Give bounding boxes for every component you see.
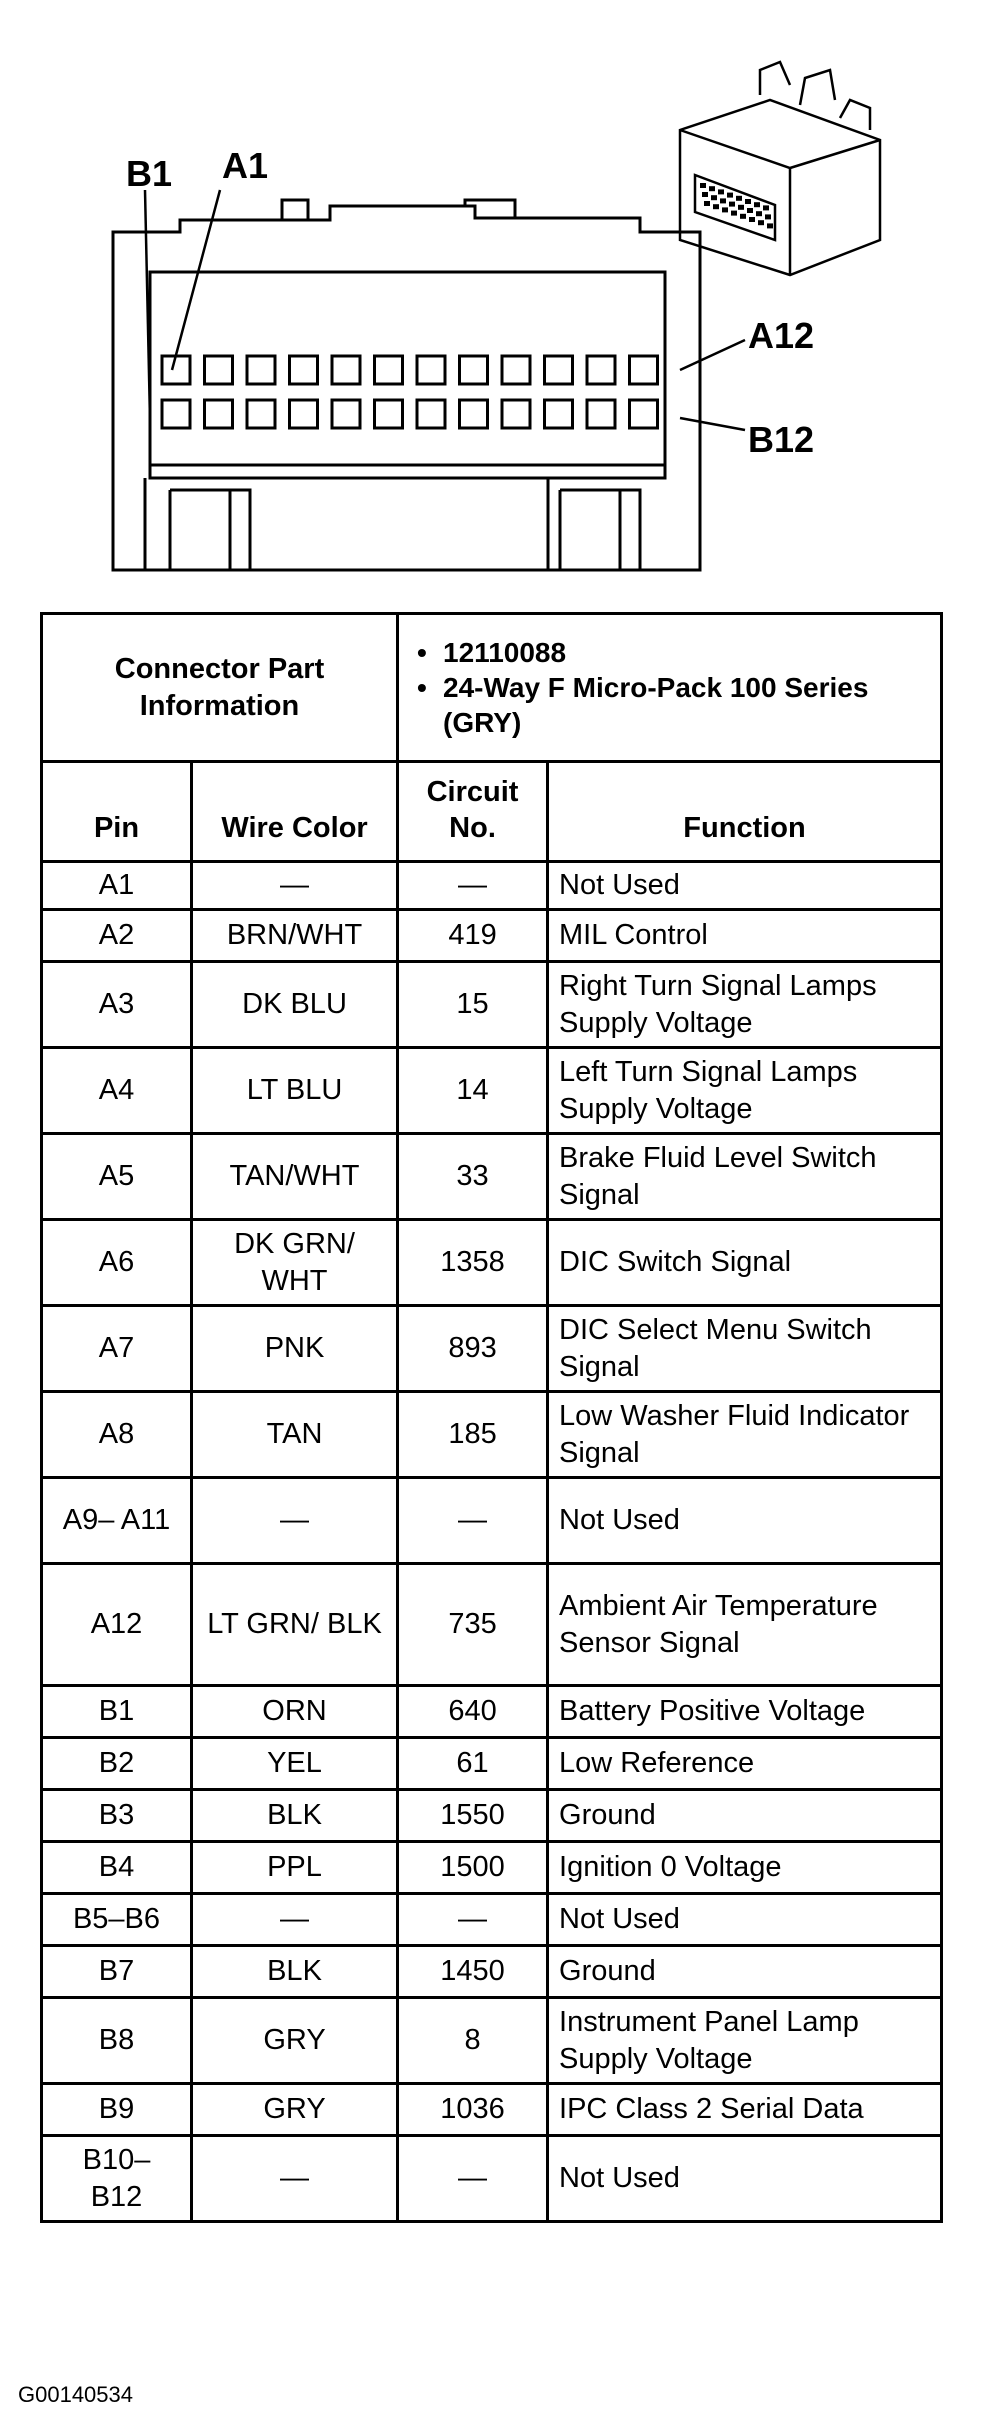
pin-cell: B4 xyxy=(42,1842,192,1894)
pin-cell: A5 xyxy=(42,1134,192,1220)
connector-isometric-view xyxy=(680,62,880,275)
header-pin: Pin xyxy=(42,762,192,862)
table-row xyxy=(42,2084,942,2136)
pin-cavities xyxy=(162,356,658,428)
table-row xyxy=(42,1894,942,1946)
isometric-pin xyxy=(729,202,735,207)
b-pin-cavity xyxy=(460,400,488,428)
function-cell: MIL Control xyxy=(548,910,942,962)
pin-cell: B9 xyxy=(42,2084,192,2136)
b-pin-cavity xyxy=(502,400,530,428)
circuit-cell: — xyxy=(398,1894,548,1946)
table-row xyxy=(42,1306,942,1392)
pin-cell: A4 xyxy=(42,1048,192,1134)
isometric-pin xyxy=(747,208,753,213)
function-cell: Ground xyxy=(548,1790,942,1842)
wire-color-cell: LT BLU xyxy=(192,1048,398,1134)
b-pin-cavity xyxy=(545,400,573,428)
function-cell: DIC Select Menu Switch Signal xyxy=(548,1306,942,1392)
circuit-cell: — xyxy=(398,862,548,910)
a-pin-cavity xyxy=(375,356,403,384)
b-pin-cavity xyxy=(417,400,445,428)
table-row xyxy=(42,1790,942,1842)
wire-color-cell: PNK xyxy=(192,1306,398,1392)
table-row xyxy=(42,1478,942,1564)
b-pin-cavity xyxy=(205,400,233,428)
isometric-pin xyxy=(754,202,760,207)
pin-cell: A3 xyxy=(42,962,192,1048)
table-row xyxy=(42,1842,942,1894)
isometric-pin xyxy=(711,195,717,200)
function-cell: DIC Switch Signal xyxy=(548,1220,942,1306)
a-pin-cavity xyxy=(587,356,615,384)
isometric-pin xyxy=(700,183,706,188)
a-pin-cavity xyxy=(545,356,573,384)
a12-leader xyxy=(680,340,745,370)
isometric-pin xyxy=(736,196,742,201)
part-info-cell xyxy=(398,614,942,762)
pin-cell: B1 xyxy=(42,1686,192,1738)
circuit-cell: 893 xyxy=(398,1306,548,1392)
part-info-list xyxy=(409,635,930,740)
b12-leader xyxy=(680,418,745,430)
function-cell: Ambient Air Temperature Sensor Signal xyxy=(548,1564,942,1686)
a-pin-cavity xyxy=(460,356,488,384)
circuit-cell: 1358 xyxy=(398,1220,548,1306)
part-info-label: Connector Part Information xyxy=(42,614,398,762)
pin-cell: B3 xyxy=(42,1790,192,1842)
table-row xyxy=(42,1564,942,1686)
column-header-row xyxy=(42,762,942,862)
label-b12: B12 xyxy=(748,419,815,460)
wire-color-cell: LT GRN/ BLK xyxy=(192,1564,398,1686)
circuit-cell: 419 xyxy=(398,910,548,962)
function-cell: Low Reference xyxy=(548,1738,942,1790)
pin-cell: A12 xyxy=(42,1564,192,1686)
table-row xyxy=(42,1998,942,2084)
a-pin-cavity xyxy=(290,356,318,384)
isometric-pin xyxy=(713,204,719,209)
label-a1: A1 xyxy=(222,145,269,186)
isometric-pin xyxy=(704,201,710,206)
pin-cell: A6 xyxy=(42,1220,192,1306)
wire-color-cell: DK BLU xyxy=(192,962,398,1048)
wire-color-cell: DK GRN/ WHT xyxy=(192,1220,398,1306)
isometric-pin xyxy=(749,217,755,222)
function-cell: Right Turn Signal Lamps Supply Voltage xyxy=(548,962,942,1048)
wire-color-cell: TAN/WHT xyxy=(192,1134,398,1220)
isometric-pin xyxy=(758,220,764,225)
label-b1: B1 xyxy=(126,153,173,194)
isometric-pin xyxy=(727,193,733,198)
pin-cell: A1 xyxy=(42,862,192,910)
table-row xyxy=(42,862,942,910)
b-pin-cavity xyxy=(290,400,318,428)
table-row xyxy=(42,1738,942,1790)
pin-cell: A2 xyxy=(42,910,192,962)
isometric-pin xyxy=(767,223,773,228)
wire-color-cell: ORN xyxy=(192,1686,398,1738)
wire-color-cell: — xyxy=(192,1894,398,1946)
b-pin-cavity xyxy=(332,400,360,428)
circuit-cell: 15 xyxy=(398,962,548,1048)
pin-cell: B10– B12 xyxy=(42,2136,192,2222)
a-pin-cavity xyxy=(502,356,530,384)
a-pin-cavity xyxy=(417,356,445,384)
wire-color-cell: BLK xyxy=(192,1946,398,1998)
isometric-pin xyxy=(731,211,737,216)
isometric-pin xyxy=(718,189,724,194)
part-number: • 12110088 xyxy=(417,635,930,670)
pin-cell: B7 xyxy=(42,1946,192,1998)
header-function: Function xyxy=(548,762,942,862)
b-pin-cavity xyxy=(162,400,190,428)
connector-description: • 24-Way F Micro-Pack 100 Series (GRY) xyxy=(417,670,930,740)
function-cell: Ignition 0 Voltage xyxy=(548,1842,942,1894)
circuit-cell: — xyxy=(398,2136,548,2222)
circuit-cell: 1500 xyxy=(398,1842,548,1894)
function-cell: Brake Fluid Level Switch Signal xyxy=(548,1134,942,1220)
function-cell: Not Used xyxy=(548,1894,942,1946)
header-wire-color: Wire Color xyxy=(192,762,398,862)
b-pin-cavity xyxy=(375,400,403,428)
pin-cell: B5–B6 xyxy=(42,1894,192,1946)
b-pin-cavity xyxy=(247,400,275,428)
a-pin-cavity xyxy=(247,356,275,384)
table-row xyxy=(42,962,942,1048)
wire-color-cell: — xyxy=(192,2136,398,2222)
table-row xyxy=(42,2136,942,2222)
isometric-pin xyxy=(720,198,726,203)
circuit-cell: 1450 xyxy=(398,1946,548,1998)
pin-cell: A9– A11 xyxy=(42,1478,192,1564)
table-row xyxy=(42,910,942,962)
label-a12: A12 xyxy=(748,315,815,356)
isometric-pin xyxy=(738,205,744,210)
wire-color-cell: GRY xyxy=(192,1998,398,2084)
isometric-pin xyxy=(702,192,708,197)
table-row xyxy=(42,1392,942,1478)
circuit-cell: 1550 xyxy=(398,1790,548,1842)
wire-color-cell: YEL xyxy=(192,1738,398,1790)
isometric-pin xyxy=(745,199,751,204)
function-cell: Ground xyxy=(548,1946,942,1998)
circuit-cell: 8 xyxy=(398,1998,548,2084)
function-cell: Not Used xyxy=(548,2136,942,2222)
isometric-pin xyxy=(765,214,771,219)
pin-cell: A8 xyxy=(42,1392,192,1478)
function-cell: Instrument Panel Lamp Supply Voltage xyxy=(548,1998,942,2084)
figure-code: G00140534 xyxy=(18,2382,133,2407)
pin-rows xyxy=(42,862,942,2222)
function-cell: Not Used xyxy=(548,862,942,910)
table-row xyxy=(42,1686,942,1738)
isometric-pin xyxy=(756,211,762,216)
table-row xyxy=(42,1946,942,1998)
circuit-cell: 14 xyxy=(398,1048,548,1134)
right-latch xyxy=(465,200,515,218)
wire-color-cell: — xyxy=(192,1478,398,1564)
circuit-cell: 61 xyxy=(398,1738,548,1790)
a-pin-cavity xyxy=(205,356,233,384)
circuit-cell: 640 xyxy=(398,1686,548,1738)
circuit-cell: 33 xyxy=(398,1134,548,1220)
pin-cell: A7 xyxy=(42,1306,192,1392)
function-cell: Not Used xyxy=(548,1478,942,1564)
wire-color-cell: TAN xyxy=(192,1392,398,1478)
isometric-pin xyxy=(740,214,746,219)
b-pin-cavity xyxy=(587,400,615,428)
isometric-pin xyxy=(722,207,728,212)
connector-pin-table xyxy=(40,612,943,2223)
wire-color-cell: BLK xyxy=(192,1790,398,1842)
circuit-cell: 185 xyxy=(398,1392,548,1478)
table-row xyxy=(42,1134,942,1220)
a-pin-cavity xyxy=(162,356,190,384)
a1-leader xyxy=(172,190,220,370)
right-key xyxy=(548,478,640,570)
left-key xyxy=(145,478,250,570)
b-pin-cavity xyxy=(630,400,658,428)
a-pin-cavity xyxy=(630,356,658,384)
a-pin-cavity xyxy=(332,356,360,384)
table-row xyxy=(42,1220,942,1306)
part-info-row xyxy=(42,614,942,762)
circuit-cell: 1036 xyxy=(398,2084,548,2136)
isometric-pin xyxy=(763,205,769,210)
wire-color-cell: PPL xyxy=(192,1842,398,1894)
header-circuit: Circuit No. xyxy=(398,762,548,862)
isometric-pin xyxy=(709,186,715,191)
connector-diagram xyxy=(0,0,997,600)
function-cell: Left Turn Signal Lamps Supply Voltage xyxy=(548,1048,942,1134)
pin-cell: B2 xyxy=(42,1738,192,1790)
left-latch xyxy=(282,200,308,220)
function-cell: Battery Positive Voltage xyxy=(548,1686,942,1738)
pin-cell: B8 xyxy=(42,1998,192,2084)
circuit-cell: — xyxy=(398,1478,548,1564)
wire-color-cell: GRY xyxy=(192,2084,398,2136)
function-cell: IPC Class 2 Serial Data xyxy=(548,2084,942,2136)
wire-color-cell: — xyxy=(192,862,398,910)
wire-color-cell: BRN/WHT xyxy=(192,910,398,962)
circuit-cell: 735 xyxy=(398,1564,548,1686)
table-row xyxy=(42,1048,942,1134)
function-cell: Low Washer Fluid Indicator Signal xyxy=(548,1392,942,1478)
